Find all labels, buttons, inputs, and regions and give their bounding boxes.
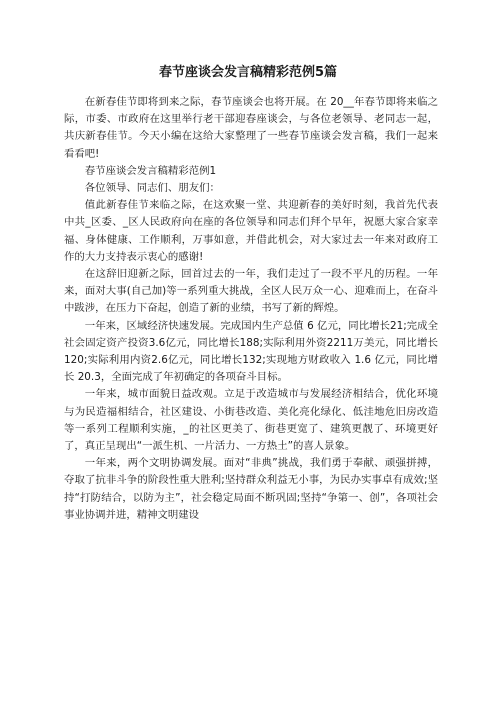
paragraph-city: 一年来，城市面貌日益改观。立足于改造城市与发展经济相结合，优化环境与为民造福相结合，社区建设、小街巷改造、美化亮化绿化、低洼地危旧房改造等一系列工程顺利实施，_的社区更美了、街巷更宽了、建筑更靓了、环境更好了，真正呈现出“一派生机、一片活力、一方热土”的喜人景象。 xyxy=(64,388,438,453)
paragraph-salutation: 各位领导、同志们、朋友们： xyxy=(84,182,220,195)
paragraph-section-heading: 春节座谈会发言稿精彩范例1 xyxy=(84,164,217,177)
paragraph-economy: 一年来，区域经济快速发展。完成国内生产总值 6 亿元，同比增长21;完成全社会固定资产投资3.6亿元，同比增长188;实际利用外资2211万美元，同比增长120;实际利用内资2.6亿元，同比增长132;实现地方财政收入 1.6 亿元，同比增长 20.3，全面完成了年初确定的各项奋斗目标。 xyxy=(64,319,438,384)
document-body xyxy=(64,94,438,524)
paragraph-civilization: 一年来，两个文明协调发展。面对“非典”挑战，我们勇于奉献、顽强拼搏，夺取了抗非斗争的阶段性重大胜利;坚持群众利益无小事，为民办实事卓有成效;坚持“打防结合，以防为主”，社会稳定局面不断巩固;坚持“争第一、创”，各项社会事业协调并进，精神文明建设 xyxy=(64,457,438,521)
paragraph-intro: 在新春佳节即将到来之际，春节座谈会也将开展。在 20__年春节即将来临之际，市委、市政府在这里举行老干部迎春座谈会，与各位老领导、老同志一起，共庆新春佳节。今天小编在这给大家整理了一些春节座谈会发言稿，我们一起来看看吧! xyxy=(64,96,438,160)
paragraph-greeting: 值此新春佳节来临之际，在这欢聚一堂、共迎新春的美好时刻，我首先代表中共_区委、_区人民政府向在座的各位领导和同志们拜个早年，祝愿大家合家幸福、身体健康、工作顺利，万事如意，并借此机会，对大家过去一年来对政府工作的大力支持表示衷心的感谢! xyxy=(64,199,438,263)
paragraph-review: 在这辞旧迎新之际，回首过去的一年，我们走过了一段不平凡的历程。一年来，面对大事(自己加)等一系列重大挑战，全区人民万众一心、迎难而上，在奋斗中跋涉，在压力下奋起，创造了新的业绩，书写了新的辉煌。 xyxy=(64,268,438,315)
document-title: 春节座谈会发言稿精彩范例5篇 xyxy=(158,65,338,80)
